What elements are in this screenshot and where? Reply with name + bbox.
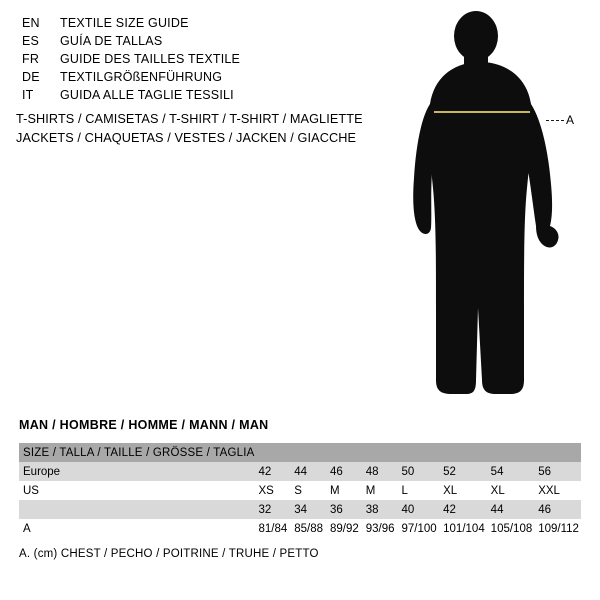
row-cell: M (362, 481, 398, 500)
table-header-blank (534, 443, 581, 462)
row-cell: 85/88 (290, 519, 326, 538)
language-title: GUIDE DES TAILLES TEXTILE (60, 52, 241, 66)
silhouette-svg (400, 8, 595, 403)
row-cell: S (290, 481, 326, 500)
table-header-row (19, 443, 581, 462)
language-code: FR (22, 52, 40, 66)
table-row (19, 500, 581, 519)
row-cell: 34 (290, 500, 326, 519)
row-cell: 40 (398, 500, 440, 519)
row-cell: 38 (362, 500, 398, 519)
row-cell: 105/108 (487, 519, 535, 538)
language-row (22, 52, 382, 70)
row-label: US (19, 481, 255, 500)
row-cell: 44 (487, 500, 535, 519)
row-cell: 52 (439, 462, 487, 481)
row-cell: 56 (534, 462, 581, 481)
size-table (19, 443, 581, 538)
row-cell: M (326, 481, 362, 500)
language-title: TEXTILGRÖßENFÜHRUNG (60, 70, 223, 84)
garment-type-list (16, 110, 396, 148)
row-cell: 81/84 (255, 519, 291, 538)
language-title: GUIDA ALLE TAGLIE TESSILI (60, 88, 234, 102)
table-row (19, 462, 581, 481)
language-title: GUÍA DE TALLAS (60, 34, 163, 48)
row-cell: XL (439, 481, 487, 500)
row-cell: 42 (439, 500, 487, 519)
row-cell: 109/112 (534, 519, 581, 538)
table-header-blank (290, 443, 326, 462)
table-header-blank (255, 443, 291, 462)
language-code: DE (22, 70, 40, 84)
row-cell: 101/104 (439, 519, 487, 538)
row-cell: XXL (534, 481, 581, 500)
body-silhouette-illustration (400, 8, 595, 403)
measure-label-a: A (566, 113, 575, 127)
garment-type-jackets: JACKETS / CHAQUETAS / VESTES / JACKEN / GIACCHE (16, 131, 357, 145)
row-label: A (19, 519, 255, 538)
language-code: IT (22, 88, 34, 102)
row-cell: L (398, 481, 440, 500)
row-cell: 44 (290, 462, 326, 481)
row-cell: 36 (326, 500, 362, 519)
language-title: TEXTILE SIZE GUIDE (60, 16, 189, 30)
measure-dash-line (546, 120, 564, 121)
row-cell: 93/96 (362, 519, 398, 538)
table-header-blank (487, 443, 535, 462)
language-row (22, 70, 382, 88)
table-header-blank (398, 443, 440, 462)
language-row (22, 34, 382, 52)
row-cell: 54 (487, 462, 535, 481)
footnote-chest-measure: A. (cm) CHEST / PECHO / POITRINE / TRUHE / PETTO (19, 548, 319, 560)
row-cell: 42 (255, 462, 291, 481)
row-cell: 89/92 (326, 519, 362, 538)
row-label (19, 500, 255, 519)
table-header-blank (362, 443, 398, 462)
row-cell: 50 (398, 462, 440, 481)
row-cell: 46 (534, 500, 581, 519)
table-header-blank (326, 443, 362, 462)
language-row (22, 88, 382, 106)
row-cell: 48 (362, 462, 398, 481)
row-cell: 46 (326, 462, 362, 481)
table-header-blank (439, 443, 487, 462)
row-cell: 97/100 (398, 519, 440, 538)
table-row (19, 481, 581, 500)
table-row (19, 519, 581, 538)
language-row (22, 16, 382, 34)
table-title-man: MAN / HOMBRE / HOMME / MANN / MAN (19, 418, 269, 432)
row-label: Europe (19, 462, 255, 481)
language-code: EN (22, 16, 40, 30)
row-cell: 32 (255, 500, 291, 519)
table-header-label: SIZE / TALLA / TAILLE / GRÖSSE / TAGLIA (19, 443, 255, 462)
garment-type-tshirts: T-SHIRTS / CAMISETAS / T-SHIRT / T-SHIRT / MAGLIETTE (16, 112, 363, 126)
row-cell: XL (487, 481, 535, 500)
row-cell: XS (255, 481, 291, 500)
language-list (22, 16, 382, 106)
language-code: ES (22, 34, 40, 48)
